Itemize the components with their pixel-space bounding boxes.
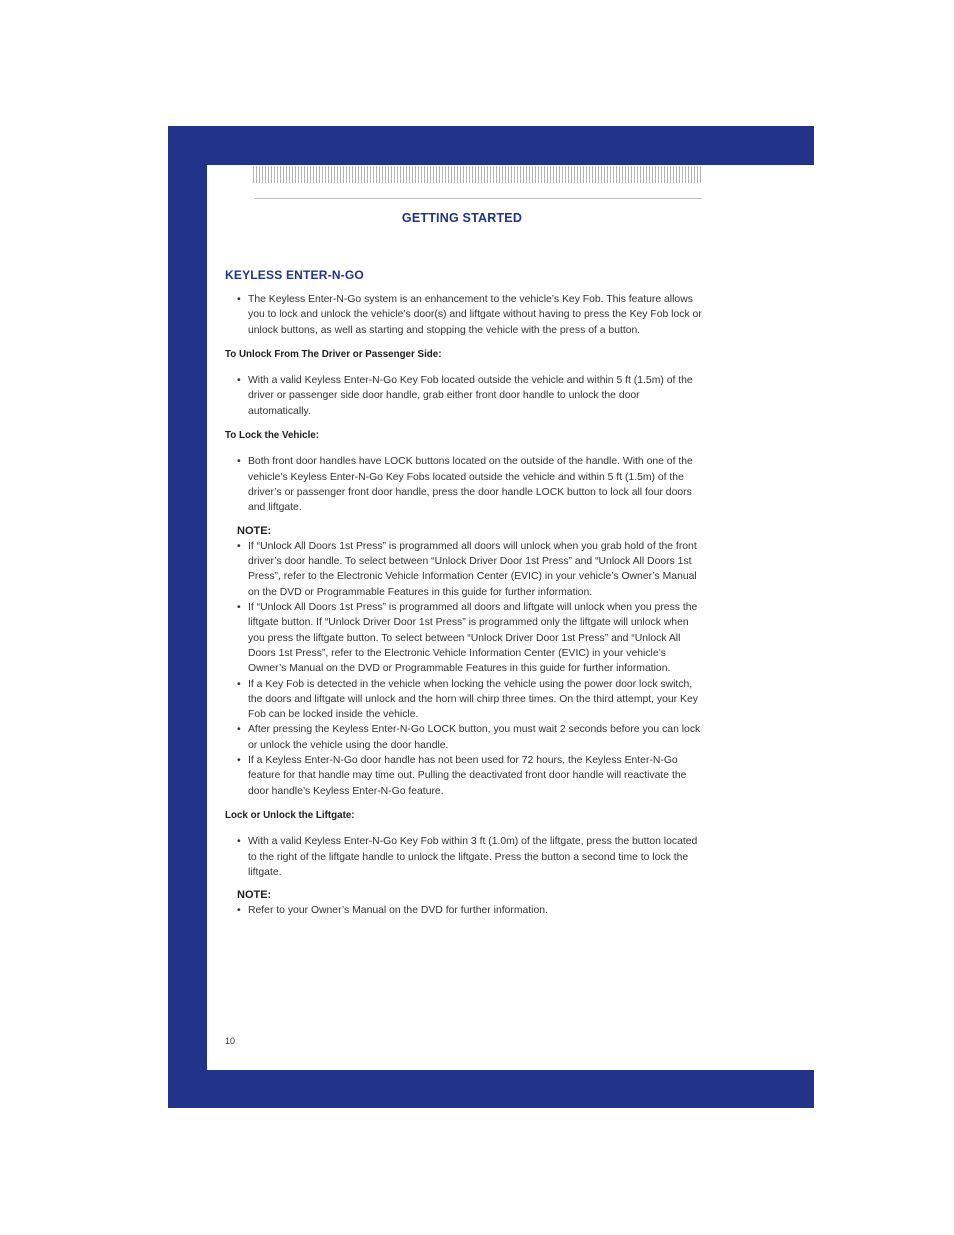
bullet-icon: •: [237, 456, 241, 468]
lock-list: [225, 454, 703, 515]
note-label: NOTE:: [237, 889, 272, 902]
list-item-text: If a Key Fob is detected in the vehicle when locking the vehicle using the power door lock switch, the doors and liftgate will unlock and the horn will chirp three times. On the third attempt, your Key Fob can be locked inside the vehicle.: [248, 678, 698, 721]
list-item: [225, 539, 703, 600]
unlock-list: [225, 373, 703, 419]
bullet-icon: •: [237, 540, 241, 552]
list-item-text: If “Unlock All Doors 1st Press” is programmed all doors and liftgate will unlock when you press the liftgate button. If “Unlock Driver Door 1st Press” is programmed only the liftgate will unlock when you press the liftgate button. To select between “Unlock Driver Door 1st Press” and “Unlock All Doors 1st Press”, refer to the Electronic Vehicle Information Center (EVIC) in your vehicle’s Owner’s Manual on the DVD or Programmable Features in this guide for further information.: [248, 602, 698, 675]
list-item: [225, 722, 703, 753]
note-label: NOTE:: [237, 524, 272, 537]
intro-list: [225, 292, 703, 338]
decorative-tick-bar: [253, 166, 702, 183]
bullet-icon: •: [237, 905, 241, 917]
bullet-icon: •: [237, 724, 241, 736]
header-divider: [254, 198, 702, 199]
list-item-text: The Keyless Enter-N-Go system is an enhancement to the vehicle’s Key Fob. This feature allows you to lock and unlock the vehicle’s door(s) and liftgate without having to press the Key Fob lock or unlock buttons, as well as starting and stopping the vehicle with the press of a button.: [248, 294, 702, 336]
list-item: [225, 600, 703, 676]
list-item-text: Refer to your Owner’s Manual on the DVD for further information.: [248, 905, 548, 917]
subheading-liftgate: Lock or Unlock the Liftgate:: [225, 809, 355, 821]
list-item: [225, 373, 703, 419]
list-item: [225, 753, 703, 799]
list-item: [225, 834, 703, 880]
list-item-text: If “Unlock All Doors 1st Press” is programmed all doors will unlock when you grab hold of the front driver’s door handle. To select between “Unlock Driver Door 1st Press” and “Unlock All Doors 1st Press”, refer to the Electronic Vehicle Information Center (EVIC) in your vehicle’s Owner’s Manual on the DVD or Programmable Features in this guide for further information.: [248, 540, 697, 598]
main-content: [225, 292, 703, 919]
bullet-icon: •: [237, 755, 241, 767]
list-item: [225, 903, 703, 918]
list-item-text: Both front door handles have LOCK buttons located on the outside of the handle. With one of the vehicle’s Keyless Enter-N-Go Key Fobs located outside the vehicle and within 5 ft (1.5m) of the driver’s or passenger front door handle, press the door handle LOCK button to lock all four doors and liftgate.: [248, 456, 693, 514]
list-item-text: If a Keyless Enter-N-Go door handle has not been used for 72 hours, the Keyless Enter-N-Go feature for that handle may time out. Pulling the deactivated front door handle will reactivate the door handle’s Keyless Enter-N-Go feature.: [248, 755, 687, 797]
page-heading: KEYLESS ENTER-N-GO: [225, 268, 364, 282]
subheading-lock: To Lock the Vehicle:: [225, 430, 319, 442]
bullet-icon: •: [237, 375, 241, 387]
list-item: [225, 292, 703, 338]
list-item-text: With a valid Keyless Enter-N-Go Key Fob located outside the vehicle and within 5 ft (1.5m) of the driver or passenger side door handle, grab either front door handle to unlock the door automatically.: [248, 375, 693, 417]
subheading-unlock: To Unlock From The Driver or Passenger Side:: [225, 348, 442, 360]
bullet-icon: •: [237, 678, 241, 690]
bullet-icon: •: [237, 294, 241, 305]
section-title: GETTING STARTED: [401, 211, 523, 225]
list-item-text: After pressing the Keyless Enter-N-Go LOCK button, you must wait 2 seconds before you can lock or unlock the vehicle using the door handle.: [248, 724, 701, 751]
note-list: [225, 903, 703, 918]
note-list: [225, 539, 703, 799]
liftgate-list: [225, 834, 703, 880]
bullet-icon: •: [237, 836, 241, 848]
bullet-icon: •: [237, 602, 241, 614]
page-number: 10: [225, 1036, 236, 1046]
list-item: [225, 677, 703, 723]
list-item-text: With a valid Keyless Enter-N-Go Key Fob within 3 ft (1.0m) of the liftgate, press the button located to the right of the liftgate handle to unlock the liftgate. Press the button a second time to lock the liftgate.: [248, 836, 698, 878]
list-item: [225, 454, 703, 515]
